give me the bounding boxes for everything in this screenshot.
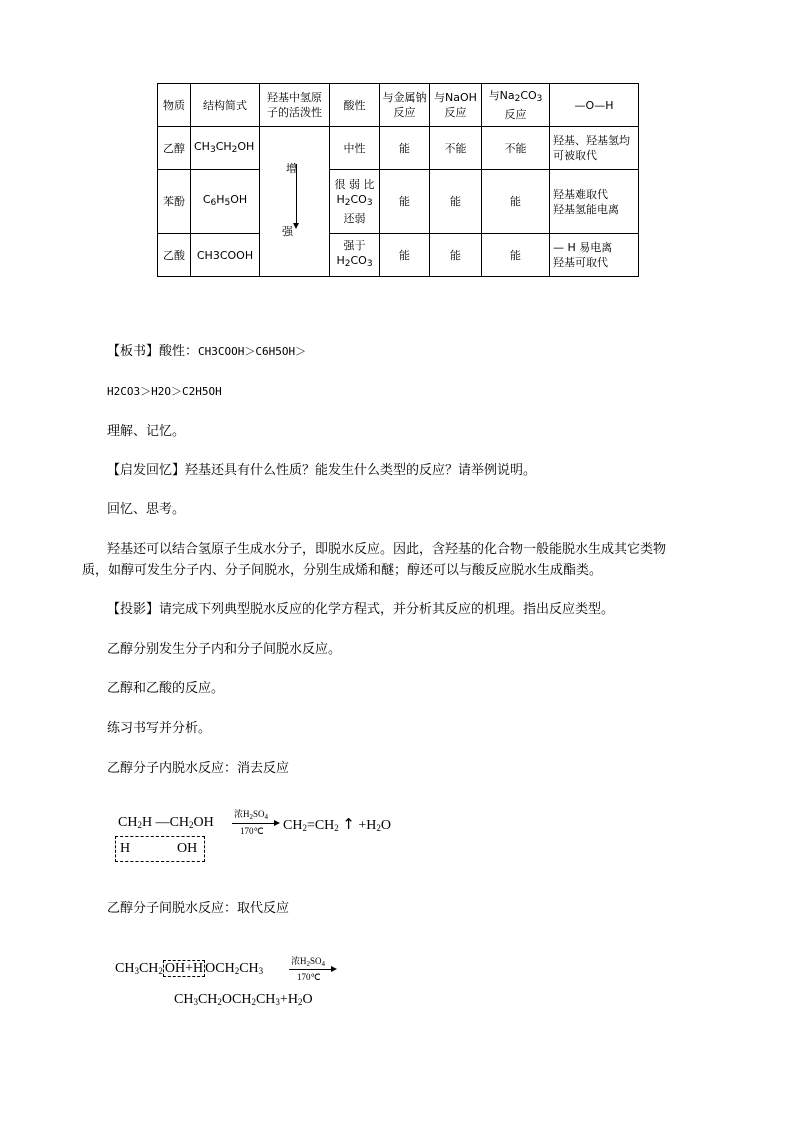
table-row: [158, 234, 639, 277]
row-metal: 能: [380, 127, 430, 170]
equation-2-condition-bottom: 170℃: [297, 972, 321, 982]
board-note: 【板书】酸性：CH3COOH＞C6H5OH＞: [107, 344, 307, 359]
activity-trend-cell: [260, 127, 330, 277]
prompt-recall: 【启发回忆】羟基还具有什么性质？能发生什么类型的反应？请举例说明。: [107, 463, 537, 478]
header-substance: 物质: [158, 84, 191, 127]
prompt-projection: 【投影】请完成下列典型脱水反应的化学方程式，并分析其反应的机理。指出反应类型。: [107, 602, 615, 617]
header-na2co3: 与$Na_2CO_3$ 反应: [482, 84, 550, 127]
equation-1-condition-bottom: 170℃: [240, 826, 264, 836]
board-note-cont: H2CO3＞H2O＞C2H5OH: [107, 385, 222, 398]
equation-2-condition-top: 浓$H_2SO_4$: [291, 956, 326, 968]
header-acidity: 酸性: [330, 84, 380, 127]
table-row: [158, 170, 639, 234]
row-formula: CH3COOH: [191, 234, 260, 277]
paragraph: 回忆、思考。: [107, 502, 186, 517]
trend-arrow-head: [293, 223, 299, 229]
row-name: 苯酚: [158, 170, 191, 234]
header-formula: 结构简式: [191, 84, 260, 127]
equation-1-arrow: [232, 823, 278, 824]
row-acidity: 中性: [330, 127, 380, 170]
equation-1-box-h: H: [120, 841, 131, 856]
row-na2co3: 能: [482, 234, 550, 277]
row-metal: 能: [380, 234, 430, 277]
row-formula: $CH_3CH_2OH$: [191, 127, 260, 170]
row-na2co3: 能: [482, 170, 550, 234]
header-activity: 羟基中氢原子的活泼性: [260, 84, 330, 127]
row-name: 乙酸: [158, 234, 191, 277]
header-oh: —O—H: [550, 84, 639, 127]
row-name: 乙醇: [158, 127, 191, 170]
equation-1-condition-top: 浓$H_2SO_4$: [234, 809, 269, 821]
row-naoh: 能: [430, 234, 482, 277]
equation-2-dashed-box: OH+H: [164, 961, 204, 976]
paragraph: 乙醇分子间脱水反应：取代反应: [107, 901, 290, 916]
table-header-row: [158, 84, 639, 127]
row-metal: 能: [380, 170, 430, 234]
row-acidity: 强于 $H_2CO_3$: [330, 234, 380, 277]
equation-1-box-oh: OH: [177, 841, 198, 856]
row-formula: $C_6H_5OH$: [191, 170, 260, 234]
header-metal: 与金属钠反应: [380, 84, 430, 127]
row-na2co3: 不能: [482, 127, 550, 170]
gas-arrow-icon: ↑: [342, 815, 355, 833]
trend-bottom-label: 强: [282, 225, 293, 238]
row-naoh: 不能: [430, 127, 482, 170]
trend-top-label: 增: [286, 162, 297, 175]
table-row: [158, 127, 639, 170]
equation-2-product: $CH_3CH_2OCH_2CH_3+H_2O$: [174, 992, 313, 1007]
paragraph: 乙醇和乙酸的反应。: [107, 681, 225, 696]
row-note: 羟基难取代 羟基氢能电离: [550, 170, 639, 234]
row-naoh: 能: [430, 170, 482, 234]
paragraph: 乙醇分别发生分子内和分子间脱水反应。: [107, 642, 342, 657]
row-note: 羟基、羟基氢均可被取代: [550, 127, 639, 170]
paragraph: 乙醇分子内脱水反应：消去反应: [107, 761, 290, 776]
equation-1-product: $CH_2=CH_2$ ↑ $+H_2O$: [283, 815, 392, 833]
paragraph: 质，如醇可发生分子内、分子间脱水，分别生成烯和醚；醇还可以与酸反应脱水生成酯类。: [82, 563, 603, 578]
comparison-table: [157, 83, 639, 277]
row-acidity: 很 弱 比 $H_2CO_3$ 还弱: [330, 170, 380, 234]
trend-arrow-line: [296, 164, 297, 224]
paragraph: 羟基还可以结合氢原子生成水分子，即脱水反应。因此，含羟基的化合物一般能脱水生成其它类物: [107, 542, 667, 557]
equation-2-reactant: $CH_3CH_2$ OH+H $OCH_2CH_3$: [115, 961, 264, 976]
equation-1-reactant: $CH_2H$ $—CH_2OH$: [118, 815, 214, 830]
paragraph: 练习书写并分析。: [107, 721, 212, 736]
header-naoh: 与NaOH反应: [430, 84, 482, 127]
row-note: — H 易电离 羟基可取代: [550, 234, 639, 277]
paragraph: 理解、记忆。: [107, 424, 186, 439]
equation-2-arrow: [289, 969, 335, 970]
